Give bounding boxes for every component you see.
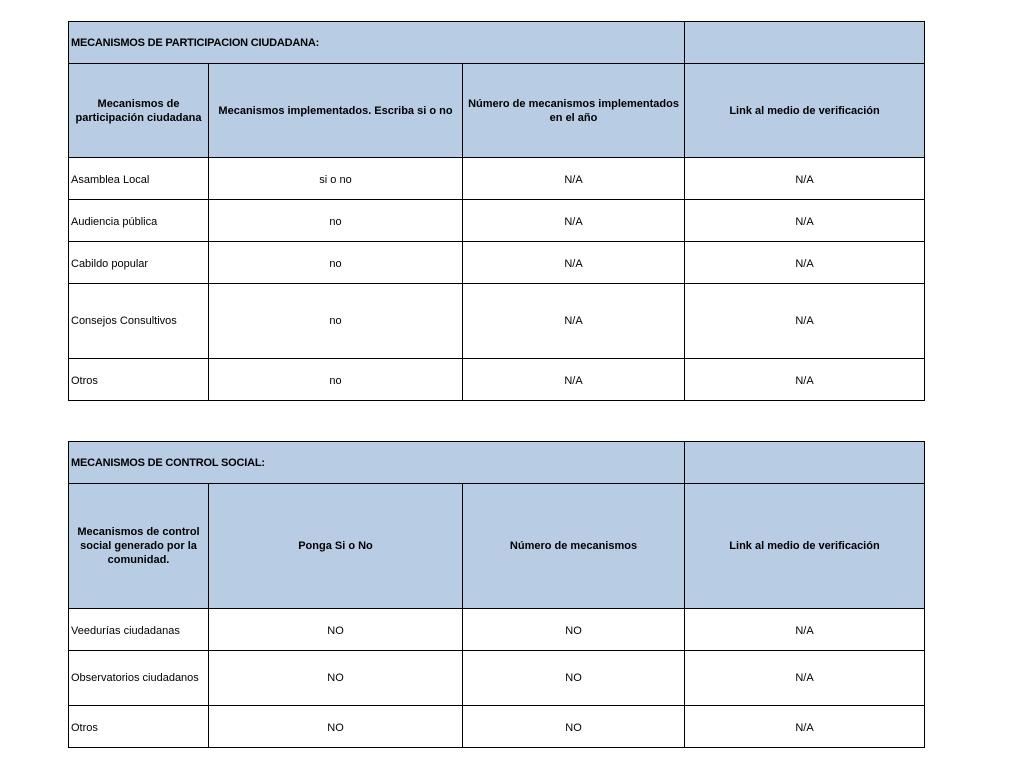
row-link[interactable]: N/A xyxy=(685,284,925,359)
column-header-link: Link al medio de verificación xyxy=(685,484,925,609)
section-title-row xyxy=(69,22,925,64)
table-row xyxy=(69,284,925,359)
section-title-filler xyxy=(685,442,925,484)
row-mechanism: Asamblea Local xyxy=(69,158,209,200)
section-title: MECANISMOS DE CONTROL SOCIAL: xyxy=(69,442,685,484)
table-row xyxy=(69,359,925,401)
section-title-row xyxy=(69,442,925,484)
row-mechanism: Otros xyxy=(69,359,209,401)
row-mechanism: Audiencia pública xyxy=(69,200,209,242)
row-link[interactable]: N/A xyxy=(685,158,925,200)
column-header-row xyxy=(69,484,925,609)
row-count[interactable]: N/A xyxy=(463,200,685,242)
row-count[interactable]: N/A xyxy=(463,359,685,401)
row-count[interactable]: N/A xyxy=(463,158,685,200)
table-row xyxy=(69,200,925,242)
row-mechanism: Cabildo popular xyxy=(69,242,209,284)
table-row xyxy=(69,158,925,200)
column-header-implemented: Mecanismos implementados. Escriba si o no xyxy=(209,64,463,158)
row-implemented[interactable]: si o no xyxy=(209,158,463,200)
row-yes-no[interactable]: NO xyxy=(209,706,463,748)
social-control-table xyxy=(68,441,925,748)
column-header-mechanisms: Mecanismos de participación ciudadana xyxy=(69,64,209,158)
column-header-count: Número de mecanismos xyxy=(463,484,685,609)
section-title-filler xyxy=(685,22,925,64)
row-count[interactable]: NO xyxy=(463,706,685,748)
participation-mechanisms-table xyxy=(68,21,925,401)
column-header-count: Número de mecanismos implementados en el año xyxy=(463,64,685,158)
row-link[interactable]: N/A xyxy=(685,200,925,242)
row-count[interactable]: N/A xyxy=(463,284,685,359)
row-mechanism: Observatorios ciudadanos xyxy=(69,651,209,706)
row-yes-no[interactable]: NO xyxy=(209,651,463,706)
table-row xyxy=(69,242,925,284)
column-header-link: Link al medio de verificación xyxy=(685,64,925,158)
row-implemented[interactable]: no xyxy=(209,242,463,284)
column-header-yes-no: Ponga Si o No xyxy=(209,484,463,609)
row-count[interactable]: NO xyxy=(463,609,685,651)
row-link[interactable]: N/A xyxy=(685,242,925,284)
section-title: MECANISMOS DE PARTICIPACION CIUDADANA: xyxy=(69,22,685,64)
row-link[interactable]: N/A xyxy=(685,706,925,748)
row-implemented[interactable]: no xyxy=(209,200,463,242)
row-count[interactable]: N/A xyxy=(463,242,685,284)
row-link[interactable]: N/A xyxy=(685,359,925,401)
row-mechanism: Otros xyxy=(69,706,209,748)
row-link[interactable]: N/A xyxy=(685,651,925,706)
table-row xyxy=(69,706,925,748)
row-implemented[interactable]: no xyxy=(209,359,463,401)
table-row xyxy=(69,651,925,706)
row-mechanism: Consejos Consultivos xyxy=(69,284,209,359)
row-yes-no[interactable]: NO xyxy=(209,609,463,651)
table-row xyxy=(69,609,925,651)
row-count[interactable]: NO xyxy=(463,651,685,706)
column-header-mechanisms: Mecanismos de control social generado por la comunidad. xyxy=(69,484,209,609)
row-implemented[interactable]: no xyxy=(209,284,463,359)
row-mechanism: Veedurías ciudadanas xyxy=(69,609,209,651)
column-header-row xyxy=(69,64,925,158)
row-link[interactable]: N/A xyxy=(685,609,925,651)
